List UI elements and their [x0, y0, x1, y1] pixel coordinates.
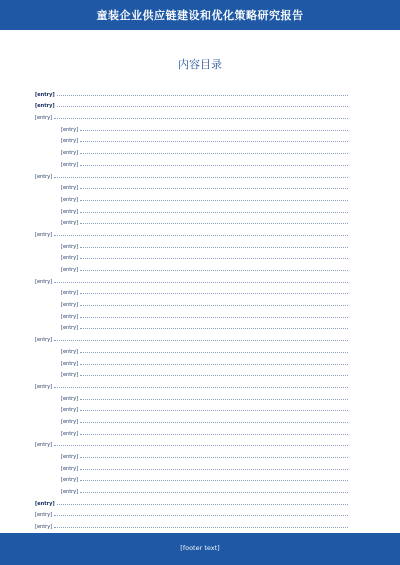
toc-entry-label: [entry] — [61, 489, 79, 496]
toc-entry[interactable] — [35, 273, 350, 285]
toc-entry-leader-dots — [80, 188, 348, 189]
toc-entry-label: [entry] — [61, 418, 79, 425]
toc-entry-leader-dots — [80, 317, 348, 318]
toc-entry-label: [entry] — [35, 173, 53, 180]
toc-entry[interactable] — [35, 168, 350, 180]
toc-entry-leader-dots — [54, 118, 348, 119]
toc-entry[interactable] — [35, 367, 350, 379]
toc-entry[interactable] — [35, 425, 350, 437]
toc-entry-leader-dots — [54, 515, 348, 516]
toc-entry[interactable] — [35, 191, 350, 203]
toc-entry[interactable] — [35, 296, 350, 308]
toc-entry[interactable] — [35, 413, 350, 425]
toc-entry-label: [entry] — [61, 313, 79, 320]
toc-entry[interactable] — [35, 320, 350, 332]
toc-entry-label: [entry] — [35, 337, 53, 344]
toc-entry-leader-dots — [80, 258, 348, 259]
toc-entry-leader-dots — [80, 457, 348, 458]
toc-entry-label: [entry] — [35, 512, 53, 519]
toc-entry[interactable] — [35, 121, 350, 133]
toc-entry-label: [entry] — [61, 477, 79, 484]
toc-entry[interactable] — [35, 343, 350, 355]
toc-entry[interactable] — [35, 215, 350, 227]
report-footer — [0, 533, 400, 565]
toc-entry-leader-dots — [80, 328, 348, 329]
toc-entry-leader-dots — [80, 223, 348, 224]
toc-entry-label: [entry] — [61, 196, 79, 203]
toc-entry-leader-dots — [80, 352, 348, 353]
toc-entry[interactable] — [35, 98, 350, 110]
toc-entry-leader-dots — [80, 480, 348, 481]
report-title: 童装企业供应链建设和优化策略研究报告 — [96, 9, 304, 22]
toc-entry-label: [entry] — [35, 91, 55, 98]
toc-entry[interactable] — [35, 437, 350, 449]
toc-entry-label: [entry] — [61, 243, 79, 250]
toc-entry-label: [entry] — [61, 126, 79, 133]
toc-entry[interactable] — [35, 261, 350, 273]
toc-heading: 内容目录 — [178, 58, 222, 71]
toc-entry-leader-dots — [57, 95, 348, 96]
toc-entry[interactable] — [35, 495, 350, 507]
toc-entry-leader-dots — [54, 340, 348, 341]
toc-entry-label: [entry] — [61, 407, 79, 414]
toc-entry-label: [entry] — [61, 290, 79, 297]
toc-entry[interactable] — [35, 390, 350, 402]
toc-entry-label: [entry] — [61, 138, 79, 145]
toc-entry-leader-dots — [80, 247, 348, 248]
toc-entry-leader-dots — [54, 527, 348, 528]
toc-entry[interactable] — [35, 402, 350, 414]
toc-entry-leader-dots — [57, 106, 348, 107]
toc-entry[interactable] — [35, 144, 350, 156]
toc-entry[interactable] — [35, 203, 350, 215]
toc-entry-leader-dots — [80, 469, 348, 470]
toc-entry-leader-dots — [54, 235, 348, 236]
toc-entry-leader-dots — [80, 305, 348, 306]
toc-entry-leader-dots — [80, 399, 348, 400]
toc-entry-label: [entry] — [61, 208, 79, 215]
toc-entry-label: [entry] — [61, 302, 79, 309]
toc-entry-leader-dots — [80, 153, 348, 154]
toc-entry-label: [entry] — [61, 372, 79, 379]
toc-entry-label: [entry] — [61, 360, 79, 367]
toc-entry[interactable] — [35, 133, 350, 145]
toc-entry-label: [entry] — [61, 220, 79, 227]
toc-entry-leader-dots — [80, 422, 348, 423]
toc-entry-label: [entry] — [61, 150, 79, 157]
toc-entry[interactable] — [35, 331, 350, 343]
toc-entry-label: [entry] — [61, 161, 79, 168]
toc-entry-leader-dots — [80, 212, 348, 213]
toc-entry[interactable] — [35, 355, 350, 367]
toc-entry-leader-dots — [80, 200, 348, 201]
toc-entry-leader-dots — [54, 387, 348, 388]
toc-entry-label: [entry] — [35, 524, 53, 531]
toc-entry[interactable] — [35, 507, 350, 519]
toc-entry[interactable] — [35, 378, 350, 390]
toc-entry[interactable] — [35, 285, 350, 297]
toc-entry-leader-dots — [80, 410, 348, 411]
toc-entry[interactable] — [35, 226, 350, 238]
toc-entry-label: [entry] — [61, 255, 79, 262]
toc-entry-label: [entry] — [61, 267, 79, 273]
toc-entry-leader-dots — [54, 445, 348, 446]
toc-entry-label: [entry] — [35, 231, 53, 238]
toc-entry-label: [entry] — [61, 325, 79, 332]
toc-entry-label: [entry] — [61, 348, 79, 355]
toc-entry[interactable] — [35, 448, 350, 460]
report-header — [0, 0, 400, 30]
toc-entry-leader-dots — [80, 434, 348, 435]
toc-entry[interactable] — [35, 472, 350, 484]
toc-entry[interactable] — [35, 86, 350, 98]
toc-entry[interactable] — [35, 156, 350, 168]
footer-text: [footer text] — [180, 544, 220, 552]
toc-entry-leader-dots — [80, 130, 348, 131]
toc-entry-leader-dots — [57, 504, 348, 505]
toc-entry-label: [entry] — [35, 500, 55, 507]
toc-entry-label: [entry] — [61, 395, 79, 402]
toc-entry-label: [entry] — [35, 278, 53, 285]
toc-entry-leader-dots — [80, 492, 348, 493]
toc-entry[interactable] — [35, 483, 350, 495]
toc-entry[interactable] — [35, 238, 350, 250]
toc-entry-leader-dots — [54, 282, 348, 283]
toc-entry[interactable] — [35, 460, 350, 472]
toc-entry-leader-dots — [54, 177, 348, 178]
toc-entry-label: [entry] — [61, 454, 79, 460]
toc-entry[interactable] — [35, 308, 350, 320]
toc-entry[interactable] — [35, 250, 350, 262]
toc-entry-label: [entry] — [61, 185, 79, 192]
toc-entry-label: [entry] — [35, 103, 55, 110]
toc-entry-label: [entry] — [35, 383, 53, 390]
toc-entry[interactable] — [35, 109, 350, 121]
toc-entry-leader-dots — [80, 375, 348, 376]
toc-entry[interactable] — [35, 180, 350, 192]
toc-entry-leader-dots — [80, 364, 348, 365]
toc-entry-leader-dots — [80, 270, 348, 271]
toc-entry-leader-dots — [80, 141, 348, 142]
toc-entry-label: [entry] — [35, 442, 53, 449]
toc-entry[interactable] — [35, 518, 350, 530]
toc-entry-leader-dots — [80, 165, 348, 166]
toc-entry-label: [entry] — [61, 430, 79, 437]
toc-entry-label: [entry] — [61, 465, 79, 472]
toc-entry-leader-dots — [80, 293, 348, 294]
table-of-contents — [35, 86, 350, 565]
toc-entry-label: [entry] — [35, 115, 53, 122]
